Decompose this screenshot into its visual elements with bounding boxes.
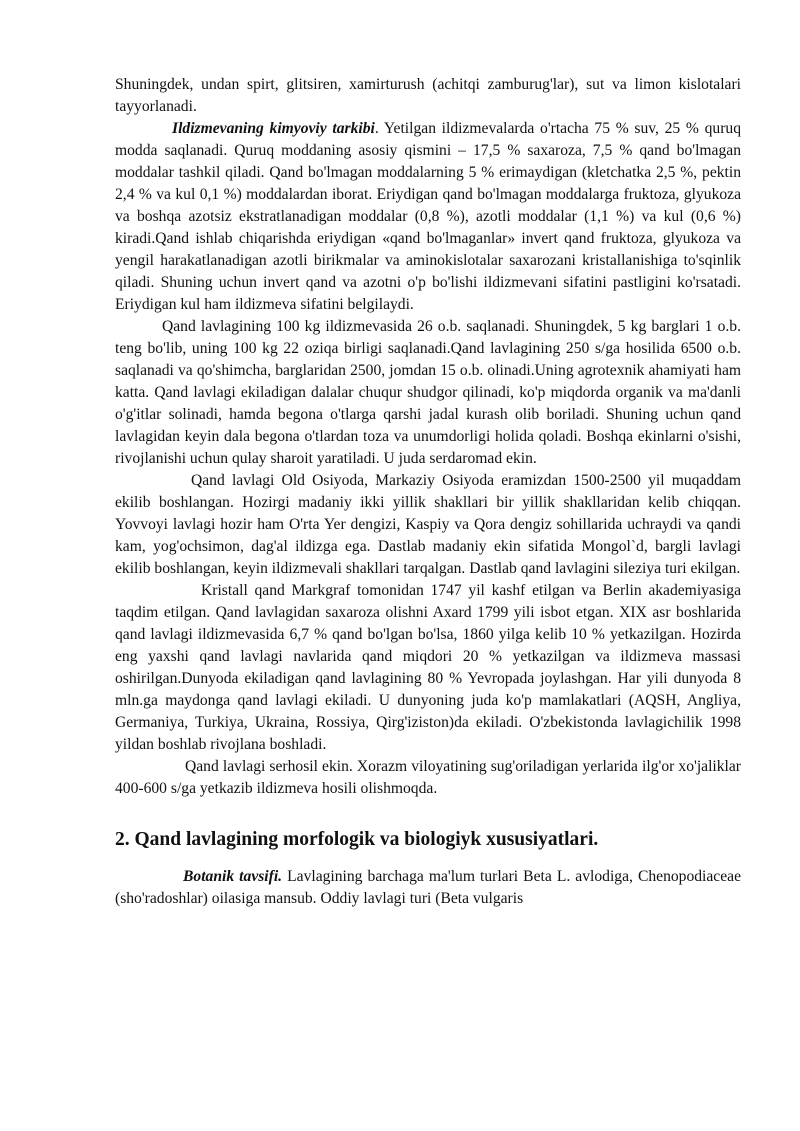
paragraph-text: . Yetilgan ildizmevalarda o'rtacha 75 % suv, 25 % quruq modda saqlanadi. Quruq moddaning asosiy qismini – 17,5 % saxaroza, 7,5 % qand bo'lmagan moddalar tashkil qiladi. Qand bo'lmagan moddalarning 5 % erimaydigan (kletchatka 2,5 %, pektin 2,4 % va kul 0,1 %) moddalardan iborat. Eriydigan qand bo'lmagan moddalarga fruktoza, glyukoza va boshqa azotsiz ekstratlanadigan moddalar (0,8 %), azotli moddalar (1,1 %) va kul (0,6 %) kiradi.Qand ishlab chiqarishda eriydigan «qand bo'lmaganlar» invert qand fruktoza, glyukoza va yengil harakatlanadigan azotli birikmalar va aminokislotalar saxarozani kristallanishiga to'sqinlik qiladi. Shuning uchun invert qand va azotni o'p bo'lishi ildizmevani sifatini pastligini ko'rsatadi. Eriydigan kul ham ildizmeva sifatini belgilaydi.	[115, 120, 741, 313]
paragraph-history	[115, 580, 741, 756]
document-page	[115, 74, 741, 910]
paragraph-uses	[115, 74, 741, 118]
paragraph-lead: Botanik tavsifi.	[183, 868, 283, 885]
paragraph-botanical	[115, 866, 741, 910]
paragraph-text: Qand lavlagi Old Osiyoda, Markaziy Osiyoda eramizdan 1500-2500 yil muqaddam ekilib boshlangan. Hozirgi madaniy ikki yillik shakllari bir yillik shakllaridan kelib chiqqan. Yovvoyi lavlagi hozir ham O'rta Yer dengizi, Kaspiy va Qora dengiz sohillarida uchraydi va qandi kam, yog'ochsimon, dag'al ildizga ega. Dastlab madaniy ekin sifatida Mongol`d, bargli lavlagi ekilib boshlangan, keyin ildizmevali shakllari tarqalgan. Dastlab qand lavlagini sileziya turi ekilgan.	[115, 472, 741, 577]
paragraph-text: Kristall qand Markgraf tomonidan 1747 yil kashf etilgan va Berlin akademiyasiga taqdim etilgan. Qand lavlagidan saxaroza olishni Axard 1799 yili isbot etgan. XIX asr boshlarida qand lavlagi ildizmevasida 6,7 % qand bo'lgan bo'lsa, 1860 yilga kelib 10 % yetkazilgan. Hozirda eng yaxshi qand lavlagi navlarida qand miqdori 20 % yetkazilgan va ildizmeva massasi oshirilgan.Dunyoda ekiladigan qand lavlagining 80 % Yevropada joylashgan. Har yili dunyoda 8 mln.ga maydonga qand lavlagi ekiladi. U dunyoning juda ko'p mamlakatlari (AQSH, Angliya, Germaniya, Turkiya, Ukraina, Rossiya, Qirg'iziston)da ekiladi. O'zbekistonda lavlagichilik 1998 yildan boshlab rivojlana boshladi.	[115, 582, 741, 753]
paragraph-text: Qand lavlagining 100 kg ildizmevasida 26 o.b. saqlanadi. Shuningdek, 5 kg barglari 1 o.b. teng bo'lib, uning 100 kg 22 oziqa birligi saqlanadi.Qand lavlagining 250 s/ga hosilida 6500 o.b. saqlanadi va qo'shimcha, barglaridan 2500, jomdan 15 o.b. olinadi.Uning agrotexnik ahamiyati ham katta. Qand lavlagi ekiladigan dalalar chuqur shudgor qilinadi, ko'p miqdorda organik va ma'danli o'g'itlar solinadi, hamda begona o'tlarga qarshi jadal kurash olib boriladi. Shuning uchun qand lavlagidan keyin dala begona o'tlardan toza va unumdorligi holida qoladi. Boshqa ekinlarni o'sishi, rivojlanishi uchun qulay sharoit yaratiladi. U juda serdaromad ekin.	[115, 318, 741, 467]
paragraph-chemical-composition	[115, 118, 741, 316]
paragraph-yield	[115, 756, 741, 800]
paragraph-origin	[115, 470, 741, 580]
paragraph-text: Shuningdek, undan spirt, glitsiren, xamirturush (achitqi zamburug'lar), sut va limon kislotalari tayyorlanadi.	[115, 76, 741, 115]
paragraph-lead: Ildizmevaning kimyoviy tarkibi	[172, 120, 375, 137]
section-heading: 2. Qand lavlagining morfologik va biologiyk xususiyatlari.	[115, 829, 599, 850]
paragraph-text: Lavlagining barchaga ma'lum turlari Beta L. avlodiga, Chenopodiaceae (sho'radoshlar) oilasiga mansub. Oddiy lavlagi turi (Beta vulgaris	[115, 868, 741, 907]
paragraph-feed-value	[115, 316, 741, 470]
paragraph-text: Qand lavlagi serhosil ekin. Xorazm viloyatining sug'oriladigan yerlarida ilg'or xo'jaliklar 400-600 s/ga yetkazib ildizmeva hosili olishmoqda.	[115, 758, 741, 797]
